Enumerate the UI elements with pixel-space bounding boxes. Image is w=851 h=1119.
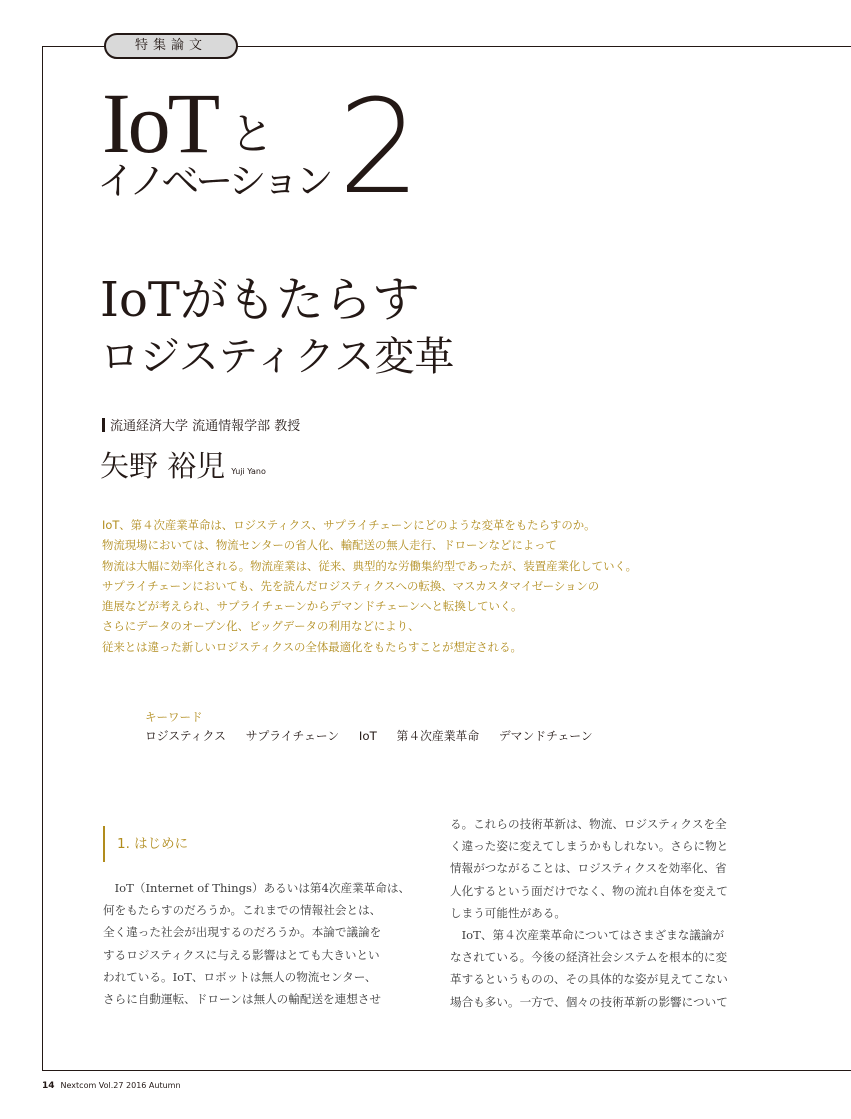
keywords-heading: キーワード: [145, 710, 203, 724]
keyword-item: 第４次産業革命: [396, 729, 480, 743]
author-affiliation: [102, 418, 300, 436]
body-line: 革するというものの、その具体的な姿が見えてこない: [450, 972, 728, 987]
keywords-list: [145, 728, 609, 744]
body-line: 何をもたらすのだろうか。これまでの情報社会とは、: [103, 903, 382, 918]
frame-bottom-rule: [42, 1070, 851, 1071]
abstract: [102, 515, 822, 657]
abstract-line: 物流は大幅に効率化される。物流産業は、従来、典型的な労働集約型であったが、装置産業化していく。: [102, 558, 638, 573]
article-title-line2: ロジスティクス変革: [100, 334, 455, 380]
keyword-item: IoT: [358, 729, 377, 743]
body-line: る。これらの技術革新は、物流、ロジスティクスを全: [450, 817, 727, 831]
author-line: [100, 448, 266, 490]
body-line: われている。IoT、ロボットは無人の物流センター、: [103, 969, 377, 984]
series-iot: IoT: [102, 75, 218, 171]
frame-left-rule: [42, 46, 43, 1070]
body-line: IoT、第４次産業革命についてはさまざまな議論が: [450, 928, 725, 943]
author-name: 矢野 裕児: [100, 449, 226, 483]
journal-info: Nextcom Vol.27 2016 Autumn: [60, 1081, 181, 1090]
abstract-line: 従来とは違った新しいロジスティクスの全体最適化をもたらすことが想定される。: [102, 639, 522, 654]
abstract-line: IoT、第４次産業革命は、ロジスティクス、サプライチェーンにどのような変革をもたらすのか。: [102, 518, 596, 532]
series-number: 2: [338, 71, 421, 223]
body-line: く違った姿に変えてしまうかもしれない。さらに物と: [450, 839, 729, 854]
body-line: 場合も多い。一方で、個々の技術革新の影響について: [450, 994, 728, 1009]
keyword-item: デマンドチェーン: [498, 729, 593, 743]
affiliation-text: 流通経済大学 流通情報学部 教授: [110, 419, 301, 434]
abstract-line: 進展などが考えられ、サプライチェーンからデマンドチェーンへと転換していく。: [102, 599, 523, 614]
body-line: 情報がつながることは、ロジスティクスを効率化、省: [450, 861, 727, 876]
abstract-line: 物流現場においては、物流センターの省人化、輸配送の無人走行、ドローンなどによって: [102, 538, 557, 553]
keyword-item: ロジスティクス: [145, 729, 226, 743]
section-heading-marker: [103, 826, 105, 862]
article-title-line1: IoTがもたらす: [100, 272, 420, 328]
page-number: 14: [42, 1081, 55, 1091]
body-column-right: [450, 813, 766, 1013]
abstract-line: サプライチェーンにおいても、先を読んだロジスティクスへの転換、マスカスタマイゼーションの: [102, 578, 600, 593]
abstract-line: さらにデータのオープン化、ビッグデータの利用などにより、: [102, 619, 420, 634]
page-footer: [42, 1080, 181, 1092]
body-line: 人化するという面だけでなく、物の流れ自体を変えて: [450, 883, 729, 898]
body-line: IoT（Internet of Things）あるいは第4次産業革命は、: [103, 881, 411, 895]
feature-badge: 特集論文: [104, 33, 238, 59]
body-line: するロジスティクスに与える影響はとても大きいとい: [103, 947, 380, 962]
author-name-roman: Yuji Yano: [231, 467, 266, 476]
body-line: さらに自動運転、ドローンは無人の輸配送を連想させ: [103, 992, 382, 1007]
section-heading: 1. はじめに: [117, 836, 189, 852]
series-innovation: イノベーション: [97, 159, 330, 203]
body-column-left: [103, 877, 419, 1010]
body-line: 全く違った社会が出現するのだろうか。本論で議論を: [103, 925, 382, 940]
affiliation-marker: [102, 418, 105, 432]
series-to: と: [230, 109, 274, 160]
body-line: なされている。今後の経済社会システムを根本的に変: [450, 950, 728, 965]
body-line: しまう可能性がある。: [450, 905, 566, 920]
keyword-item: サプライチェーン: [245, 729, 340, 743]
